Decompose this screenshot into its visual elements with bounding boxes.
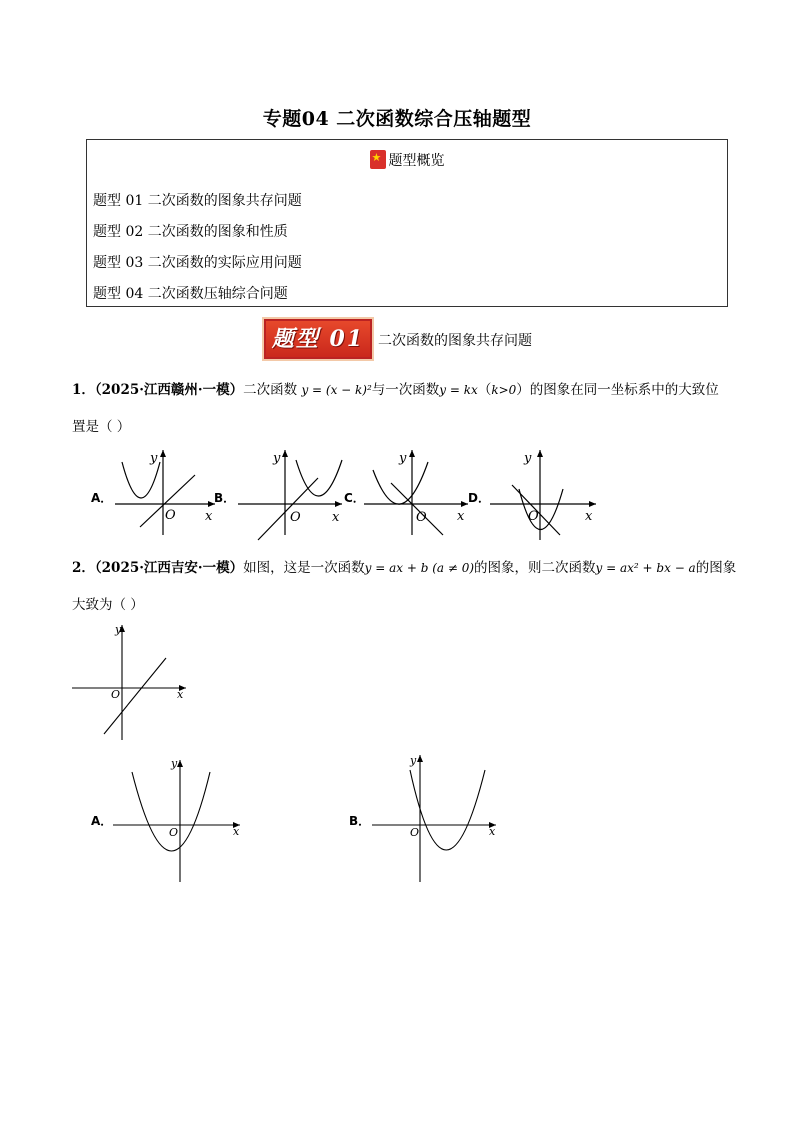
x-label: x <box>585 509 593 524</box>
line <box>258 478 318 540</box>
y-label: y <box>399 451 407 466</box>
graph-d <box>490 450 596 540</box>
question-source: （2025·江西赣州·一模） <box>94 382 244 398</box>
page-title: 专题04 二次函数综合压轴题型 <box>262 108 532 130</box>
origin-label: O <box>165 508 176 523</box>
math-formula: y = kx <box>439 383 478 397</box>
question-2-line-1 <box>72 562 736 576</box>
question-number: 2． <box>72 560 95 576</box>
overview-item: 题型 02 二次函数的图象和性质 <box>93 224 288 240</box>
choice-label: C． <box>344 491 365 505</box>
section-badge: 题型 01 <box>262 317 374 361</box>
question-text: 与一次函数 <box>371 382 440 398</box>
origin-label: O <box>528 509 539 524</box>
origin-label: O <box>169 826 179 839</box>
x-label: x <box>233 825 240 838</box>
x-label: x <box>177 688 184 701</box>
x-label: x <box>489 825 496 838</box>
origin-label: O <box>416 510 427 525</box>
y-label: y <box>115 623 122 636</box>
math-formula: y = (x − k)² <box>301 383 372 397</box>
overview-heading-text: 题型概览 <box>388 153 445 169</box>
overview-item: 题型 04 二次函数压轴综合问题 <box>93 286 288 302</box>
question-text: 的图象 <box>695 560 737 576</box>
parabola <box>519 489 563 530</box>
choice-label: A． <box>91 491 113 505</box>
question-text: （ <box>477 382 492 398</box>
parabola <box>373 462 428 504</box>
question-text: ）的图象在同一坐标系中的大致位 <box>516 382 719 398</box>
parabola <box>122 462 160 498</box>
y-label: y <box>171 757 178 770</box>
question-1-line-2: 置是（ ） <box>72 419 131 435</box>
y-label: y <box>524 451 532 466</box>
question-text: 的图象，则二次函数 <box>474 560 596 576</box>
choice-label: D． <box>468 491 490 505</box>
math-formula: y = ax + b (a ≠ 0) <box>364 561 475 575</box>
origin-label: O <box>111 688 121 701</box>
q2-line-graph <box>72 625 186 740</box>
line <box>391 483 443 535</box>
math-formula: k>0 <box>491 383 517 397</box>
choice-label: B． <box>349 814 371 828</box>
question-number: 1． <box>72 382 95 398</box>
origin-label: O <box>410 826 420 839</box>
y-label: y <box>150 451 158 466</box>
parabola <box>296 460 342 496</box>
question-text: 如图，这是一次函数 <box>243 560 365 576</box>
choice-label: A． <box>91 814 113 828</box>
q2-graph-b <box>372 755 496 882</box>
x-label: x <box>205 509 213 524</box>
parabola <box>410 770 485 850</box>
q2-graph-a <box>113 760 240 882</box>
origin-label: O <box>290 510 301 525</box>
x-label: x <box>457 509 465 524</box>
choice-label: B． <box>214 491 236 505</box>
parabola <box>132 772 210 851</box>
math-formula: y = ax² + bx − a <box>595 561 696 575</box>
overview-item: 题型 03 二次函数的实际应用问题 <box>93 255 302 271</box>
y-label: y <box>410 754 417 767</box>
section-label: 二次函数的图象共存问题 <box>378 333 532 349</box>
question-text: 二次函数 <box>243 382 298 398</box>
y-label: y <box>273 451 281 466</box>
question-2-line-2: 大致为（ ） <box>72 597 144 613</box>
overview-item: 题型 01 二次函数的图象共存问题 <box>93 193 302 209</box>
question-source: （2025·江西吉安·一模） <box>94 560 244 576</box>
x-label: x <box>332 510 340 525</box>
graph-b <box>238 450 342 540</box>
